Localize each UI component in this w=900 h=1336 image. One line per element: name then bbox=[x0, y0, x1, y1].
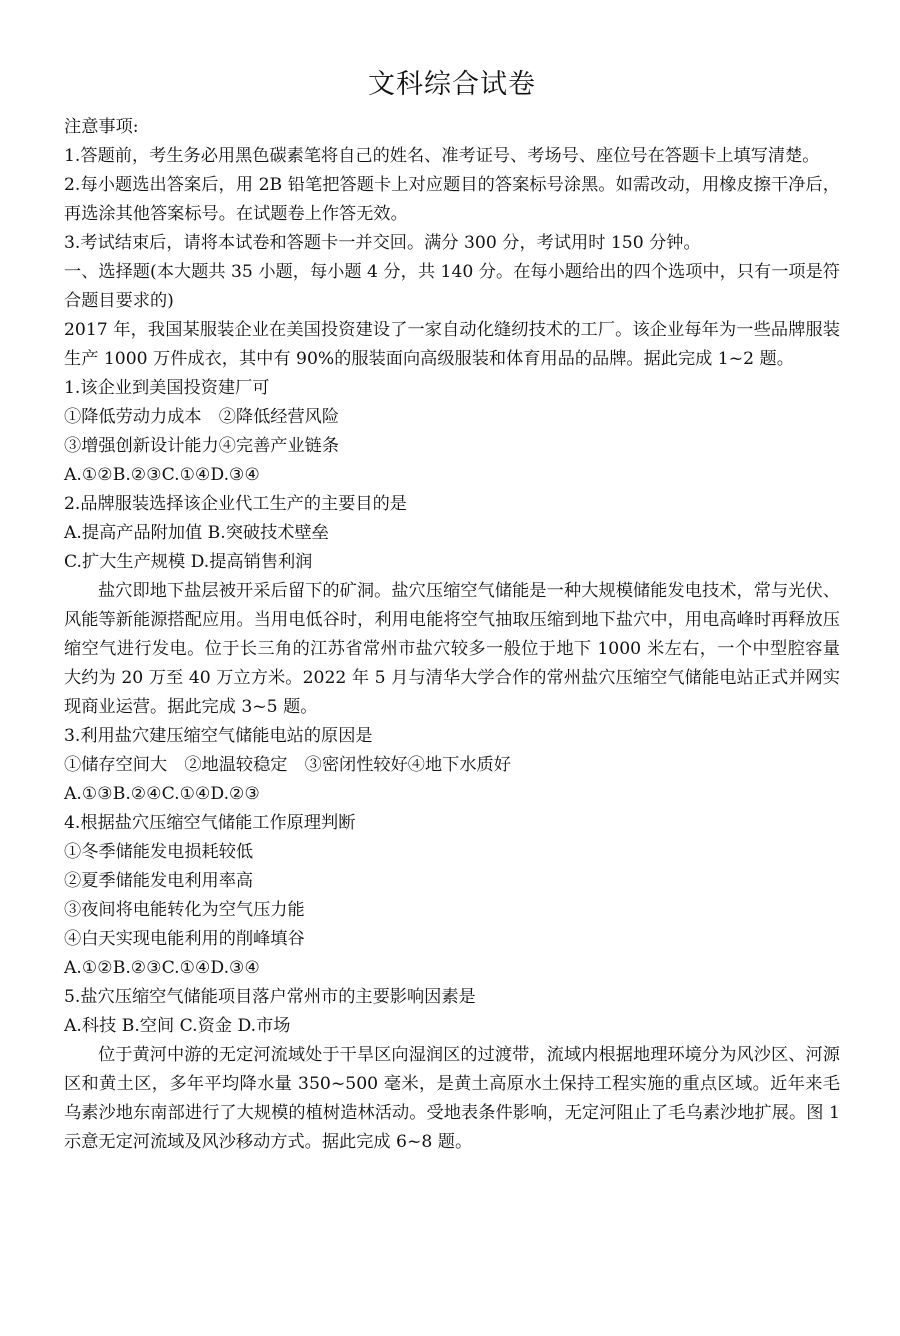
question-4-options: A.①②B.②③C.①④D.③④ bbox=[64, 958, 260, 978]
notice-item-1: 1.答题前，考生务必用黑色碳素笔将自己的姓名、准考证号、考场号、座位号在答题卡上填写清楚。 bbox=[64, 146, 820, 166]
section-heading: 一、选择题(本大题共 35 小题，每小题 4 分，共 140 分。在每小题给出的四个选项中，只有一项是符合题目要求的) bbox=[64, 262, 840, 311]
question-3-statements: ①储存空间大 ②地温较稳定 ③密闭性较好④地下水质好 bbox=[64, 755, 511, 775]
question-2-options-b: C.扩大生产规模 D.提高销售利润 bbox=[64, 552, 313, 572]
question-3-options: A.①③B.②④C.①④D.②③ bbox=[64, 784, 260, 804]
question-4-statement-4: ④白天实现电能利用的削峰填谷 bbox=[64, 929, 305, 949]
question-1-options: A.①②B.②③C.①④D.③④ bbox=[64, 465, 260, 485]
question-1-stem: 1.该企业到美国投资建厂可 bbox=[64, 378, 270, 398]
exam-page bbox=[64, 54, 840, 1157]
question-2-options-a: A.提高产品附加值 B.突破技术壁垒 bbox=[64, 523, 329, 543]
passage-1: 2017 年，我国某服装企业在美国投资建设了一家自动化缝纫技术的工厂。该企业每年为一些品牌服装生产 1000 万件成衣，其中有 90%的服装面向高级服装和体育用品的品牌。据此完成 1~2 题。 bbox=[64, 320, 840, 369]
passage-2: 盐穴即地下盐层被开采后留下的矿洞。盐穴压缩空气储能是一种大规模储能发电技术，常与光伏、风能等新能源搭配应用。当用电低谷时，利用电能将空气抽取压缩到地下盐穴中，用电高峰时再释放压缩空气进行发电。位于长三角的江苏省常州市盐穴较多一般位于地下 1000 米左右，一个中型腔容量大约为 20 万至 40 万立方米。2022 年 5 月与清华大学合作的常州盐穴压缩空气储能电站正式并网实现商业运营。据此完成 3~5 题。 bbox=[64, 581, 840, 717]
notice-item-3: 3.考试结束后，请将本试卷和答题卡一并交回。满分 300 分，考试用时 150 分钟。 bbox=[64, 233, 701, 253]
question-3-stem: 3.利用盐穴建压缩空气储能电站的原因是 bbox=[64, 726, 373, 746]
question-5-options: A.科技 B.空间 C.资金 D.市场 bbox=[64, 1016, 291, 1036]
question-4-statement-1: ①冬季储能发电损耗较低 bbox=[64, 842, 254, 862]
page-title: 文科综合试卷 bbox=[368, 69, 536, 100]
passage-3: 位于黄河中游的无定河流域处于干旱区向湿润区的过渡带，流域内根据地理环境分为风沙区、河源区和黄土区，多年平均降水量 350~500 毫米，是黄土高原水土保持工程实施的重点区域。近年来毛乌素沙地东南部进行了大规模的植树造林活动。受地表条件影响，无定河阻止了毛乌素沙地扩展。图 1 示意无定河流域及风沙移动方式。据此完成 6~8 题。 bbox=[64, 1045, 840, 1152]
notice-heading: 注意事项: bbox=[64, 117, 139, 137]
question-2-stem: 2.品牌服装选择该企业代工生产的主要目的是 bbox=[64, 494, 407, 514]
question-4-stem: 4.根据盐穴压缩空气储能工作原理判断 bbox=[64, 813, 356, 833]
question-5-stem: 5.盐穴压缩空气储能项目落户常州市的主要影响因素是 bbox=[64, 987, 476, 1007]
notice-item-2: 2.每小题选出答案后，用 2B 铅笔把答题卡上对应题目的答案标号涂黑。如需改动，用橡皮擦干净后，再选涂其他答案标号。在试题卷上作答无效。 bbox=[64, 175, 840, 224]
question-4-statement-3: ③夜间将电能转化为空气压力能 bbox=[64, 900, 305, 920]
question-1-statements-b: ③增强创新设计能力④完善产业链条 bbox=[64, 436, 340, 456]
question-1-statements-a: ①降低劳动力成本 ②降低经营风险 bbox=[64, 407, 340, 427]
question-4-statement-2: ②夏季储能发电利用率高 bbox=[64, 871, 254, 891]
